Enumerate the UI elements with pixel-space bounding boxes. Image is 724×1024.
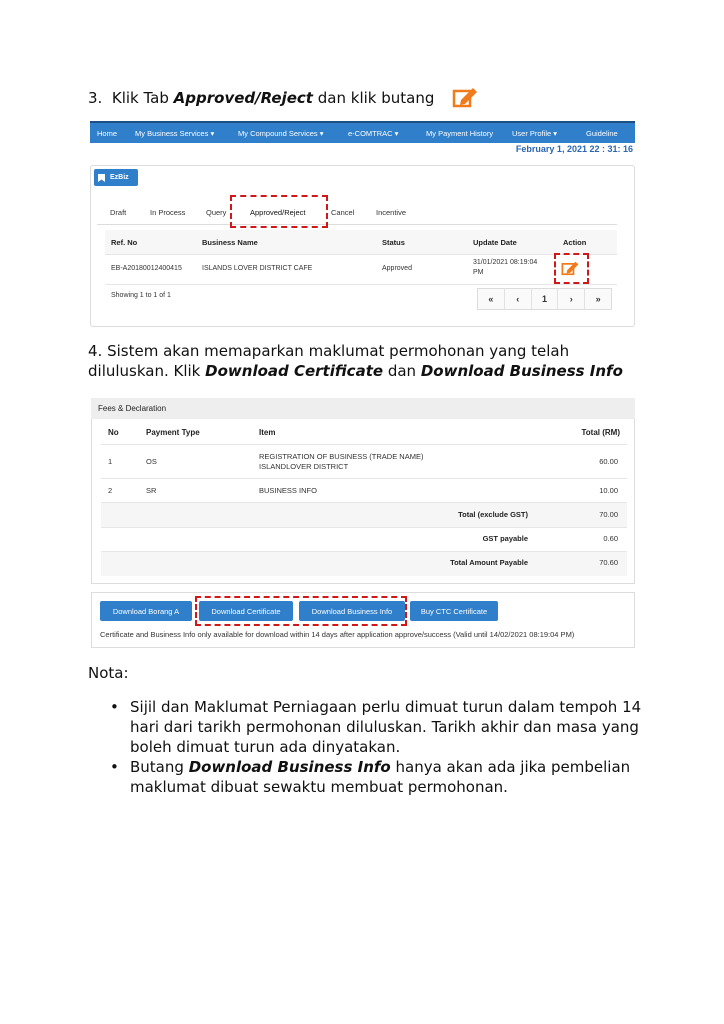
fee-row1-type: OS — [146, 457, 157, 466]
fee-row1-item2: ISLANDLOVER DISTRICT — [259, 462, 349, 471]
col-action: Action — [563, 238, 587, 247]
nav-home[interactable]: Home — [97, 129, 118, 138]
step3-text-before: Klik Tab — [111, 89, 169, 107]
nav-bar — [90, 121, 635, 143]
page-first[interactable]: « — [478, 289, 505, 309]
tab-approved-reject[interactable]: Approved/Reject — [250, 208, 306, 217]
step3-number: 3. — [88, 89, 103, 107]
fees-screenshot — [91, 398, 635, 584]
col-payment-type: Payment Type — [146, 428, 200, 437]
step4-cert: Download Certificate — [205, 362, 384, 380]
page-next[interactable]: › — [558, 289, 585, 309]
ezbiz-panel — [90, 165, 635, 327]
row-status: Approved — [382, 265, 412, 272]
nota-title: Nota: — [88, 664, 129, 682]
buy-ctc-certificate-button[interactable]: Buy CTC Certificate — [410, 601, 498, 621]
datetime: February 1, 2021 22 : 31: 16 — [515, 144, 633, 154]
col-update-date: Update Date — [473, 238, 517, 247]
ezbiz-label: EzBiz — [110, 174, 129, 181]
tab-incentive[interactable]: Incentive — [376, 208, 407, 217]
tab-draft[interactable]: Draft — [110, 208, 127, 217]
nav-guideline[interactable]: Guideline — [586, 129, 618, 138]
fee-row2-item1: BUSINESS INFO — [259, 486, 317, 495]
step3-text-after: dan klik butang — [317, 89, 435, 107]
nota-bullet-2 — [108, 757, 648, 797]
ezbiz-header — [94, 169, 138, 186]
row-divider — [105, 284, 617, 285]
step3-text — [88, 88, 434, 108]
step3-tab-name: Approved/Reject — [173, 89, 313, 107]
download-business-info-button[interactable]: Download Business Info — [299, 601, 405, 621]
step4-line1: 4. Sistem akan memaparkan maklumat permohonan yang telah — [88, 342, 570, 360]
nav-my-business-services[interactable]: My Business Services ▾ — [135, 129, 215, 138]
page-last[interactable]: » — [595, 294, 601, 304]
total-payable-bg — [101, 552, 627, 576]
fee-row1-no: 1 — [108, 457, 113, 466]
download-buttons-screenshot — [91, 592, 635, 648]
step4-and: dan — [387, 362, 417, 380]
col-total: Total (RM) — [581, 428, 620, 437]
nav-my-payment-history[interactable]: My Payment History — [426, 129, 494, 138]
nota-bullet-1-text: Sijil dan Maklumat Perniagaan perlu dimuat turun dalam tempoh 14 hari dari tarikh permohonan diluluskan. Tarikh akhir dan masa yang boleh dimuat turun ada dinyatakan. — [130, 698, 642, 756]
ezbiz-screenshot — [90, 121, 635, 327]
fee-row1-item1: REGISTRATION OF BUSINESS (TRADE NAME) — [259, 452, 424, 461]
fees-header-divider — [101, 444, 627, 445]
page-prev[interactable]: ‹ — [505, 289, 532, 309]
fee-row2-no: 2 — [108, 486, 113, 495]
total-exclude-gst-label: Total (exclude GST) — [458, 510, 528, 519]
col-item: Item — [259, 428, 276, 437]
highlight-approved-tab — [230, 195, 328, 228]
showing-text: Showing 1 to 1 of 1 — [111, 292, 171, 299]
step4-info: Download Business Info — [420, 362, 623, 380]
total-row-bg — [101, 503, 627, 527]
row-ref: EB-A20180012400415 — [111, 265, 182, 272]
bookmark-icon — [98, 174, 105, 182]
row-date-line2: PM — [473, 269, 484, 276]
col-no: No — [108, 428, 119, 437]
tab-divider — [97, 224, 617, 225]
pagination — [477, 288, 612, 310]
fee-row1-total: 60.00 — [599, 457, 618, 466]
total-exclude-gst-value: 70.00 — [599, 510, 618, 519]
nav-my-compound-services[interactable]: My Compound Services ▾ — [238, 129, 324, 138]
highlight-download-buttons — [195, 596, 407, 626]
download-borang-a-button[interactable]: Download Borang A — [100, 601, 192, 621]
edit-icon — [452, 86, 478, 108]
nav-ecomtrac[interactable]: e-COMTRAC ▾ — [348, 129, 399, 138]
fees-title: Fees & Declaration — [91, 398, 635, 419]
total-payable-value: 70.60 — [599, 558, 618, 567]
nota-bullet-2-before: Butang — [130, 758, 184, 776]
col-business-name: Business Name — [202, 238, 258, 247]
tab-query[interactable]: Query — [206, 208, 227, 217]
fees-row-divider — [101, 527, 627, 528]
row-date-line1: 31/01/2021 08:19:04 — [473, 259, 538, 266]
nav-user-profile[interactable]: User Profile ▾ — [512, 129, 558, 138]
gst-payable-label: GST payable — [482, 534, 528, 543]
total-payable-label: Total Amount Payable — [450, 558, 528, 567]
step4-text — [88, 341, 648, 381]
col-status: Status — [382, 238, 405, 247]
fee-row2-total: 10.00 — [599, 486, 618, 495]
nota-bullet-1 — [108, 697, 648, 757]
step4-line2-before: diluluskan. Klik — [88, 362, 201, 380]
download-note: Certificate and Business Info only available for download within 14 days after application approve/success (Valid until 14/02/2021 08:19:04 PM) — [100, 630, 575, 639]
nota-bullet-2-bold: Download Business Info — [188, 758, 391, 776]
tab-in-process[interactable]: In Process — [150, 208, 186, 217]
highlight-action-icon — [554, 253, 589, 284]
fees-row-divider — [101, 478, 627, 479]
col-ref-no: Ref. No — [111, 238, 138, 247]
tab-cancel[interactable]: Cancel — [331, 208, 355, 217]
gst-payable-value: 0.60 — [603, 534, 618, 543]
row-business-name: ISLANDS LOVER DISTRICT CAFE — [202, 265, 313, 272]
step4-line2 — [88, 361, 648, 381]
download-certificate-button[interactable]: Download Certificate — [199, 601, 293, 621]
nota-list — [108, 697, 648, 797]
fees-body — [91, 419, 635, 584]
page-current[interactable]: 1 — [532, 289, 559, 309]
table-header-bg — [105, 230, 617, 255]
fee-row2-type: SR — [146, 486, 157, 495]
nota-bullet-2-after: hanya akan ada jika pembelian maklumat dibuat sewaktu membuat permohonan. — [130, 758, 631, 796]
